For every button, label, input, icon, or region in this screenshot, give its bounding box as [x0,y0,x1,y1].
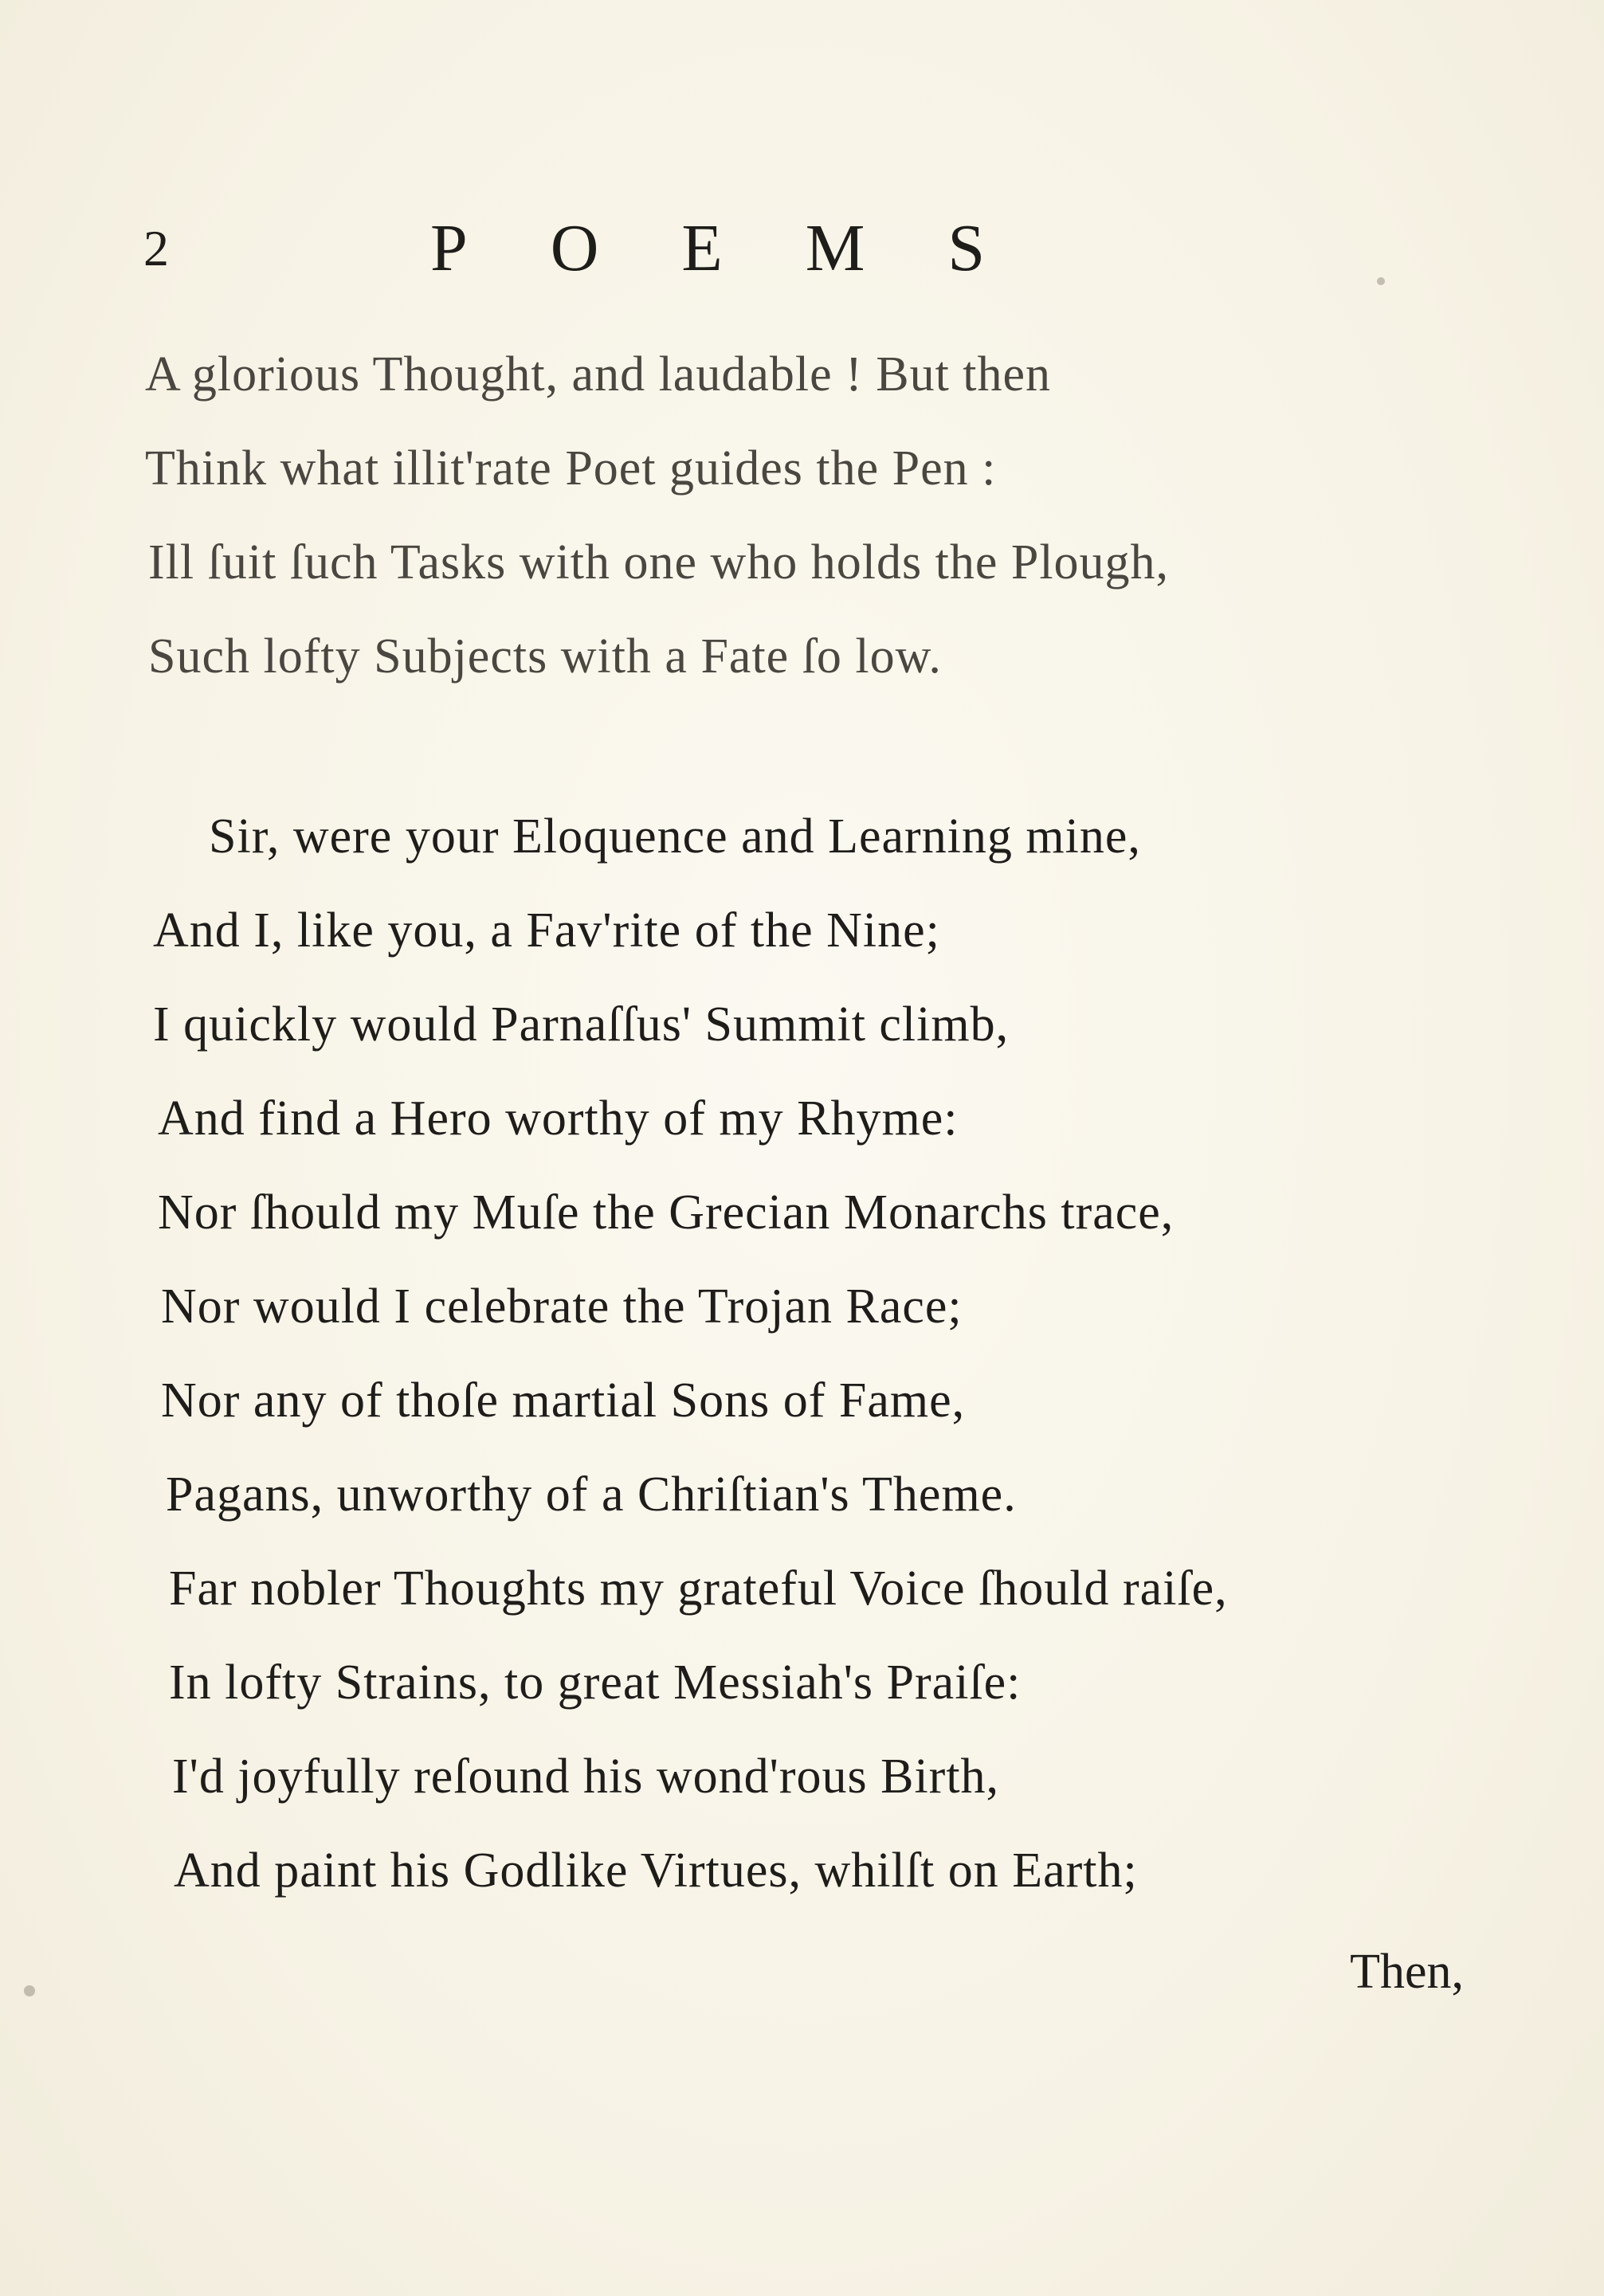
verse-line: And paint his Godlike Virtues, whilſt on Earth; [174,1843,1138,1898]
verse-line: Ill ſuit ſuch Tasks with one who holds the Plough, [148,535,1170,590]
verse-line: Such lofty Subjects with a Fate ſo low. [148,629,942,684]
verse-line: Sir, were your Eloquence and Learning mine, [209,809,1141,864]
verse-line: And find a Hero worthy of my Rhyme: [158,1091,959,1146]
paper-speck [1377,277,1385,285]
verse-line: I quickly would Parnaſſus' Summit climb, [153,997,1010,1052]
verse-line: Nor ſhould my Muſe the Grecian Monarchs trace, [158,1185,1175,1240]
verse-line: And I, like you, a Fav'rite of the Nine; [153,903,940,958]
verse-line: Pagans, unworthy of a Chriſtian's Theme. [166,1467,1017,1522]
page-number: 2 [143,220,169,276]
verse-line: In lofty Strains, to great Messiah's Praiſe: [169,1655,1022,1710]
page-header [143,209,1339,296]
verse-line: Nor would I celebrate the Trojan Race; [161,1279,963,1334]
paper-speck [24,1985,35,1996]
running-title: POEMS [430,211,1069,285]
verse-line: Think what illit'rate Poet guides the Pen : [145,441,997,496]
verse-line: Far nobler Thoughts my grateful Voice ſhould raiſe, [169,1561,1228,1616]
catchword: Then, [1350,1945,1464,1999]
verse-line: I'd joyfully reſound his wond'rous Birth, [172,1749,1000,1804]
verse-line: A glorious Thought, and laudable ! But then [145,347,1052,402]
verse-line: Nor any of thoſe martial Sons of Fame, [161,1373,966,1428]
